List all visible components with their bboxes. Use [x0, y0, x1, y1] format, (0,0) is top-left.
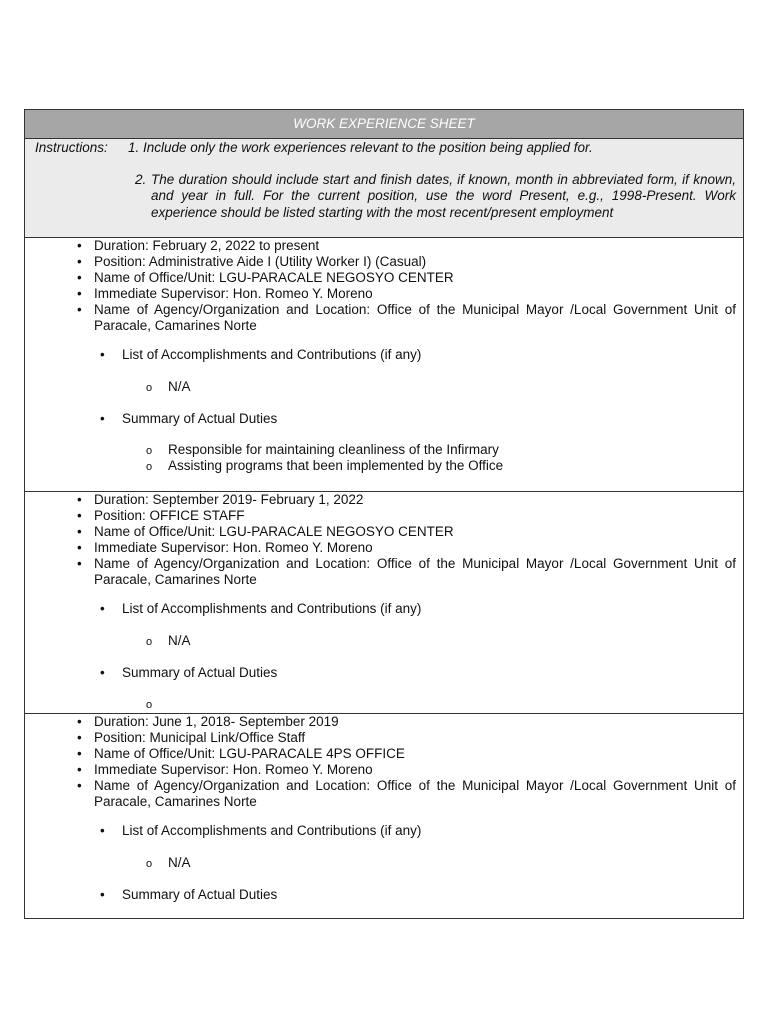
accomplishments-label: • List of Accomplishments and Contributions (if any) — [122, 347, 421, 363]
duration: • Duration: June 1, 2018- September 2019 — [94, 714, 736, 730]
accomplishment-item: o N/A — [168, 379, 191, 395]
duty-item: o Assisting programs that been implemented by the Office — [168, 458, 503, 474]
sheet-title: WORK EXPERIENCE SHEET — [25, 110, 743, 139]
experience-entry — [25, 714, 743, 920]
office-unit: • Name of Office/Unit: LGU-PARACALE 4PS OFFICE — [94, 746, 736, 762]
duties-label: • Summary of Actual Duties — [122, 665, 277, 681]
accomplishments-label: • List of Accomplishments and Contributions (if any) — [122, 823, 421, 839]
instructions-section — [25, 139, 743, 238]
accomplishments-label: • List of Accomplishments and Contributions (if any) — [122, 601, 421, 617]
immediate-supervisor: • Immediate Supervisor: Hon. Romeo Y. Moreno — [94, 762, 736, 778]
position: • Position: Municipal Link/Office Staff — [94, 730, 736, 746]
entry-details — [25, 238, 736, 335]
experience-entry — [25, 492, 743, 714]
agency-location: • Name of Agency/Organization and Location: Office of the Municipal Mayor /Local Government Unit of Paracale, Camarines Norte — [94, 302, 736, 334]
instruction-item-2: The duration should include start and finish dates, if known, month in abbreviated form, if known, and year in full. For the current position, use the word Present, e.g., 1998-Present. Work experience should be listed starting with the most recent/present employment — [151, 172, 736, 220]
position: • Position: Administrative Aide I (Utility Worker I) (Casual) — [94, 254, 736, 270]
instructions-label: Instructions: — [35, 140, 108, 155]
entry-details — [25, 714, 736, 811]
duties-label: • Summary of Actual Duties — [122, 887, 277, 903]
accomplishment-item: o N/A — [168, 855, 191, 871]
agency-location: • Name of Agency/Organization and Location: Office of the Municipal Mayor /Local Government Unit of Paracale, Camarines Norte — [94, 778, 736, 810]
instruction-item-1: 1. Include only the work experiences relevant to the position being applied for. — [128, 140, 593, 155]
accomplishment-item: o N/A — [168, 633, 191, 649]
office-unit: • Name of Office/Unit: LGU-PARACALE NEGOSYO CENTER — [94, 524, 736, 540]
immediate-supervisor: • Immediate Supervisor: Hon. Romeo Y. Moreno — [94, 286, 736, 302]
entry-details — [25, 492, 736, 589]
position: • Position: OFFICE STAFF — [94, 508, 736, 524]
office-unit: • Name of Office/Unit: LGU-PARACALE NEGOSYO CENTER — [94, 270, 736, 286]
experience-entry — [25, 238, 743, 492]
duties-label: • Summary of Actual Duties — [122, 411, 277, 427]
duty-item: o Responsible for maintaining cleanliness of the Infirmary — [168, 442, 499, 458]
instruction-item-2-number: 2. — [135, 172, 147, 187]
duration: • Duration: September 2019- February 1, 2022 — [94, 492, 736, 508]
duration: • Duration: February 2, 2022 to present — [94, 238, 736, 254]
immediate-supervisor: • Immediate Supervisor: Hon. Romeo Y. Moreno — [94, 540, 736, 556]
agency-location: • Name of Agency/Organization and Location: Office of the Municipal Mayor /Local Government Unit of Paracale, Camarines Norte — [94, 556, 736, 588]
work-experience-sheet — [24, 109, 744, 919]
